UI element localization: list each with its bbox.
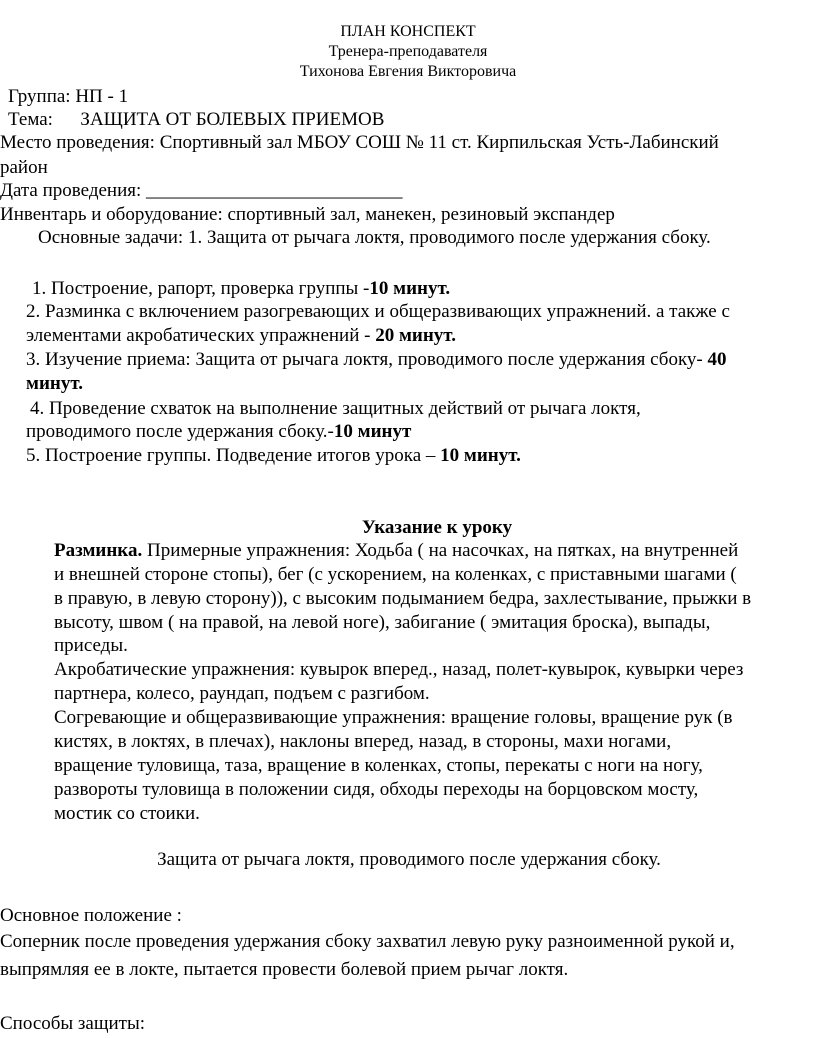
warmup-line-4: высоту, швом ( на правой, на левой ноге), забигание ( эмитация броска), выпады, bbox=[54, 612, 711, 633]
plan-item-3-line-2 bbox=[26, 372, 83, 396]
position-line-2: выпрямляя ее в локте, пытается провести болевой прием рычаг локтя. bbox=[0, 959, 569, 980]
place-line-2: район bbox=[0, 157, 48, 178]
general-line-3: вращение туловища, таза, вращение в коленках, стопы, перекаты с ноги на ногу, bbox=[54, 755, 703, 776]
plan-item-2-line-2 bbox=[26, 324, 456, 348]
general-line-4: развороты туловища в положении сидя, обходы переходы на борцовском мосту, bbox=[54, 779, 699, 800]
acro-line-1: Акробатические упражнения: кувырок вперед., назад, полет-кувырок, кувырки через bbox=[54, 659, 744, 680]
topic-label: Тема: bbox=[8, 109, 53, 130]
warmup-line-2: и внешней стороне стопы), бег (с ускорением, на коленках, с приставными шагами ( bbox=[54, 564, 737, 585]
plan-item-2-text: элементами акробатических упражнений - bbox=[26, 325, 376, 346]
plan-item-1-time: 10 минут. bbox=[369, 278, 451, 299]
position-label: Основное положение : bbox=[0, 905, 182, 926]
warmup-text-1: Примерные упражнения: Ходьба ( на насочках, на пятках, на внутренней bbox=[142, 540, 739, 561]
guidance-heading: Указание к уроку bbox=[361, 517, 513, 538]
plan-item-2-line-1: 2. Разминка с включением разогревающих и общеразвивающих упражнений. а также с bbox=[26, 301, 730, 322]
warmup-label: Разминка. bbox=[54, 540, 143, 561]
plan-item-4-line-2 bbox=[26, 420, 411, 444]
general-line-2: кистях, в локтях, в плечах), наклоны вперед, назад, в стороны, махи ногами, bbox=[54, 731, 672, 752]
position-line-1: Соперник после проведения удержания сбоку захватил левую руку разноименной рукой и, bbox=[0, 931, 735, 952]
plan-item-4-text: проводимого после удержания сбоку.- bbox=[26, 421, 334, 442]
warmup-line-1 bbox=[54, 539, 738, 563]
plan-item-1-text: 1. Построение, рапорт, проверка группы - bbox=[32, 278, 370, 299]
tasks-line: Основные задачи: 1. Защита от рычага локтя, проводимого после удержания сбоку. bbox=[38, 227, 711, 248]
plan-item-3-time-b: минут. bbox=[26, 373, 83, 394]
plan-item-2-time: 20 минут. bbox=[375, 325, 456, 346]
topic-line bbox=[8, 108, 384, 132]
plan-item-3-line-1 bbox=[26, 348, 727, 372]
plan-item-5 bbox=[26, 444, 521, 468]
plan-item-1 bbox=[32, 277, 450, 301]
plan-item-5-time: 10 минут. bbox=[440, 445, 521, 466]
group-line: Группа: НП - 1 bbox=[8, 86, 129, 107]
plan-item-5-text: 5. Построение группы. Подведение итогов урока – bbox=[26, 445, 441, 466]
warmup-line-5: приседы. bbox=[54, 635, 128, 656]
general-line-5: мостик со стоики. bbox=[54, 803, 200, 824]
topic-value: ЗАЩИТА ОТ БОЛЕВЫХ ПРИЕМОВ bbox=[80, 109, 385, 130]
date-line: Дата проведения: ___________________________ bbox=[0, 180, 403, 201]
defense-label: Способы защиты: bbox=[0, 1013, 146, 1034]
plan-item-3-time-a: 40 bbox=[707, 349, 727, 370]
document-subtitle-role: Тренера-преподавателя bbox=[328, 43, 488, 60]
plan-item-4-time: 10 минут bbox=[333, 421, 412, 442]
place-line-1: Место проведения: Спортивный зал МБОУ СОШ № 11 ст. Кирпильская Усть-Лабинский bbox=[0, 132, 719, 153]
document-subtitle-name: Тихонова Евгения Викторовича bbox=[299, 63, 517, 80]
technique-title: Защита от рычага локтя, проводимого после удержания сбоку. bbox=[157, 849, 661, 870]
acro-line-2: партнера, колесо, раундап, подъем с разгибом. bbox=[54, 683, 430, 704]
plan-item-3-text: 3. Изучение приема: Защита от рычага локтя, проводимого после удержания сбоку- bbox=[26, 349, 708, 370]
plan-item-4-line-1: 4. Проведение схваток на выполнение защитных действий от рычага локтя, bbox=[30, 398, 641, 419]
general-line-1: Согревающие и общеразвивающие упражнения: вращение головы, вращение рук (в bbox=[54, 707, 733, 728]
warmup-line-3: в правую, в левую сторону)), с высоким подыманием бедра, захлестывание, прыжки в bbox=[54, 588, 752, 609]
document-title: ПЛАН КОНСПЕКТ bbox=[340, 23, 476, 40]
inventory-line: Инвентарь и оборудование: спортивный зал, манекен, резиновый экспандер bbox=[0, 204, 615, 225]
